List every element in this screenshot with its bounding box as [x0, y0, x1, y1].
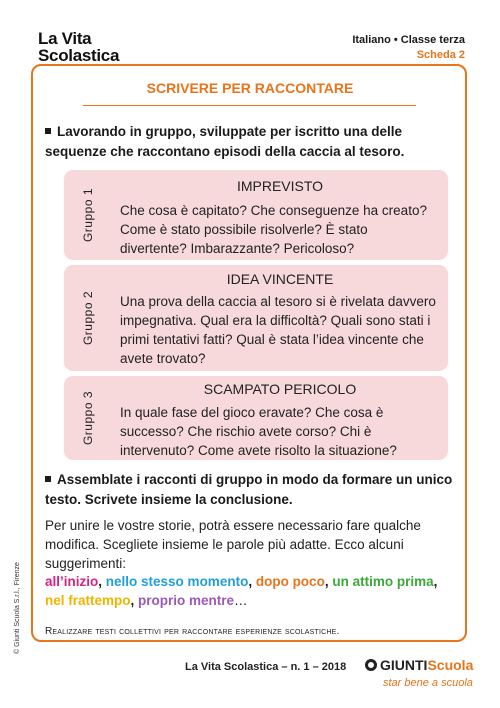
title-divider — [83, 105, 416, 106]
learning-objective: Realizzare testi collettivi per raccontare esperienze scolastiche. — [45, 626, 340, 637]
instruction-1-text: Lavorando in gruppo, sviluppate per iscritto una delle sequenze che raccontano episodi della caccia al tesoro. — [45, 124, 405, 159]
group-heading: SCAMPATO PERICOLO — [203, 381, 357, 397]
connective-word: un attimo prima — [332, 574, 434, 589]
group-label-container — [64, 376, 112, 460]
magazine-logo — [38, 30, 119, 64]
logo-line-2: Scolastica — [38, 46, 120, 65]
group-label: Gruppo 3 — [81, 390, 95, 446]
group-label-container — [64, 265, 112, 371]
group-card-2 — [64, 265, 448, 371]
connective-word: nello stesso momento — [105, 574, 249, 589]
ellipsis: … — [234, 593, 248, 608]
header-info — [352, 33, 465, 63]
subject-label: Italiano • Classe terza — [352, 34, 465, 46]
group-heading: IMPREVISTO — [236, 178, 324, 194]
instruction-2-text: Assemblate i racconti di gruppo in modo da formare un unico testo. Scrivete insieme la conclusione. — [45, 472, 453, 507]
group-label-container — [64, 170, 112, 260]
group-heading: IDEA VINCENTE — [226, 271, 334, 287]
group-text: Che cosa è capitato? Che conseguenze ha creato? Come è stato possibile risolverle? È stato divertente? Imbarazzante? Pericoloso? — [120, 203, 427, 256]
page-title: SCRIVERE PER RACCONTARE — [146, 80, 354, 96]
group-label: Gruppo 2 — [81, 290, 95, 346]
instruction-1 — [45, 122, 455, 162]
group-card-3 — [64, 376, 448, 460]
connective-word: dopo poco — [255, 574, 325, 589]
group-text: Una prova della caccia al tesoro si è rivelata davvero impegnativa. Qual era la difficoltà? Quali sono stati i primi tentativi fatti? Qual è stata l’idea vincente che avete trovato? — [120, 294, 436, 366]
bullet-icon — [45, 476, 51, 482]
publisher-name-1: GIUNTI — [380, 657, 428, 673]
publisher-tagline: star bene a scuola — [383, 677, 473, 689]
group-text: In quale fase del gioco eravate? Che cosa è successo? Che rischio avete corso? Chi è intervenuto? Come avete risolto la situazione? — [120, 405, 397, 458]
publisher-name-2: Scuola — [427, 657, 474, 673]
bullet-icon — [45, 128, 51, 134]
connectives-list: all’inizio, nello stesso momento, dopo poco, un attimo prima, nel frattempo, proprio mentre… — [45, 574, 438, 608]
suggestion-paragraph: Per unire le vostre storie, potrà essere necessario fare qualche modifica. Scegliete insieme le parole più adatte. Ecco alcuni suggerimenti: — [45, 518, 421, 571]
issue-label: La Vita Scolastica – n. 1 – 2018 — [185, 661, 347, 673]
group-card-1 — [64, 170, 448, 260]
connective-word: all’inizio — [45, 574, 99, 589]
logo-line-1: La Vita — [38, 29, 92, 48]
copyright-note: © Giunti Scuola S.r.l., Firenze — [14, 562, 21, 654]
sheet-label: Scheda 2 — [416, 49, 465, 61]
group-label: Gruppo 1 — [81, 187, 95, 243]
connective-word: nel frattempo — [45, 593, 131, 608]
publisher-logo — [365, 657, 473, 673]
connective-word: proprio mentre — [138, 593, 235, 608]
giunti-logo-icon — [365, 659, 377, 671]
instruction-2 — [45, 470, 455, 510]
